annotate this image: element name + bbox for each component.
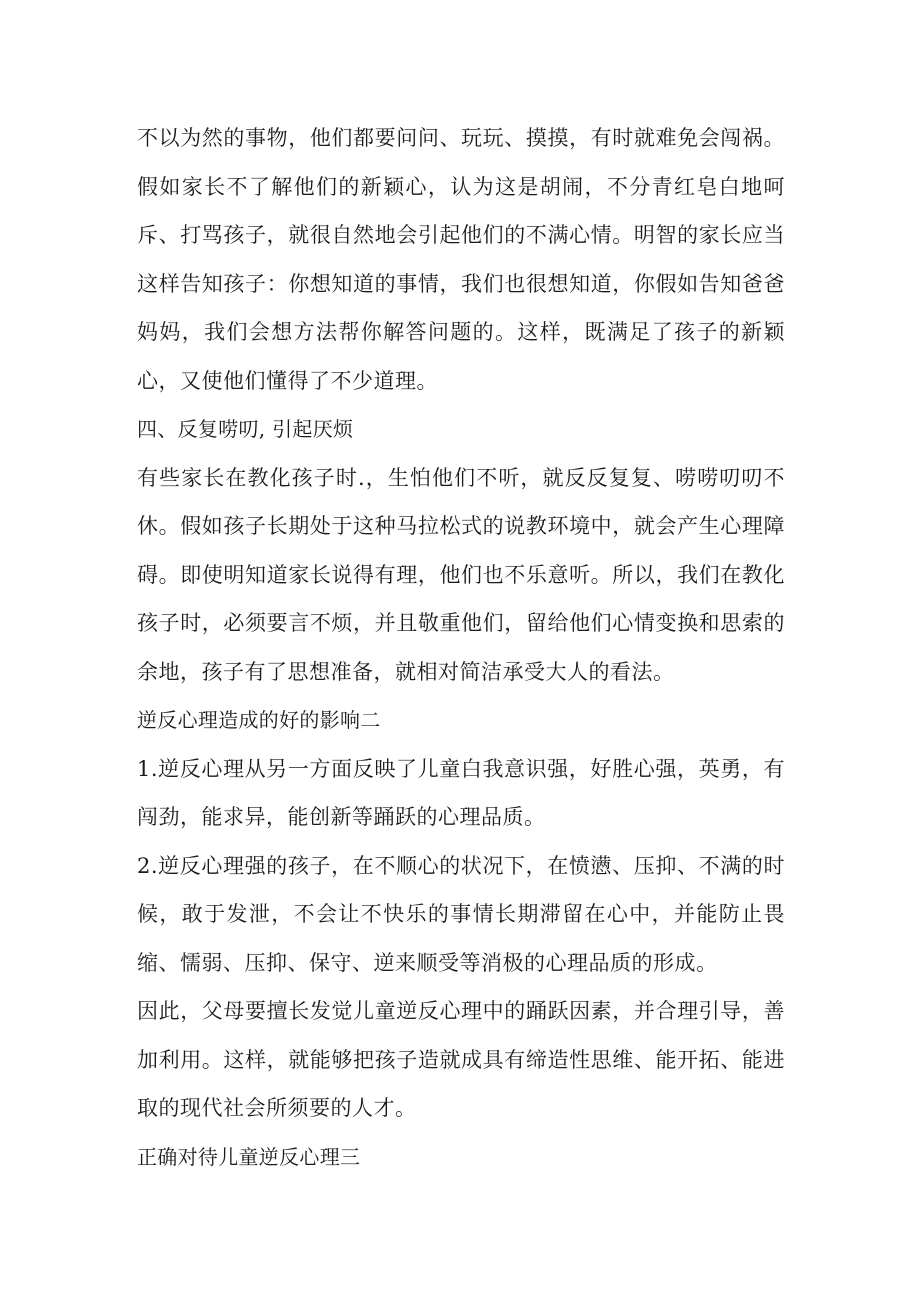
section-heading-correct-treatment: 正确对待儿童逆反心理三 bbox=[137, 1144, 361, 1169]
list-item-positive-effect-1: 1.逆反心理从另一方面反映了儿童白我意识强，好胜心强，英勇，有闯劲，能求异，能创新等踊跃的心理品质。 bbox=[137, 756, 785, 829]
list-item-positive-effect-2: 2.逆反心理强的孩子，在不顺心的状况下，在愤懑、压抑、不满的时候，敢于发泄，不会让不快乐的事情长期滞留在心中，并能防止畏缩、懦弱、压抑、保守、逆来顺受等消极的心理品质的形成。 bbox=[137, 853, 785, 975]
section-heading-nagging: 四、反复唠叨, 引起厌烦 bbox=[137, 417, 354, 441]
section-heading-positive-effects: 逆反心理造成的好的影响二 bbox=[137, 708, 381, 732]
document-body bbox=[137, 114, 785, 1181]
paragraph-parent-guidance: 因此，父母要擅长发觉儿童逆反心理中的踊跃因素，并合理引导，善加利用。这样，就能够把孩子造就成具有缔造性思维、能开拓、能进取的现代社会所须要的人才。 bbox=[137, 999, 785, 1120]
paragraph-nagging-advice: 有些家长在教化孩子时.，生怕他们不听，就反反复复、唠唠叨叨不休。假如孩子长期处于这种马拉松式的说教环境中，就会产生心理障碍。即使明知道家长说得有理，他们也不乐意听。所以，我们在教化孩子时，必须要言不烦，并且敬重他们，留给他们心情变换和思索的余地，孩子有了思想准备，就相对简洁承受大人的看法。 bbox=[137, 465, 785, 684]
paragraph-curiosity-guidance: 不以为然的事物，他们都要问问、玩玩、摸摸，有时就难免会闯祸。假如家长不了解他们的新颖心，认为这是胡闹，不分青红皂白地呵斥、打骂孩子，就很自然地会引起他们的不满心情。明智的家长应当这样告知孩子：你想知道的事情，我们也很想知道，你假如告知爸爸妈妈，我们会想方法帮你解答问题的。这样，既满足了孩子的新颖心，又使他们懂得了不少道理。 bbox=[137, 126, 785, 393]
